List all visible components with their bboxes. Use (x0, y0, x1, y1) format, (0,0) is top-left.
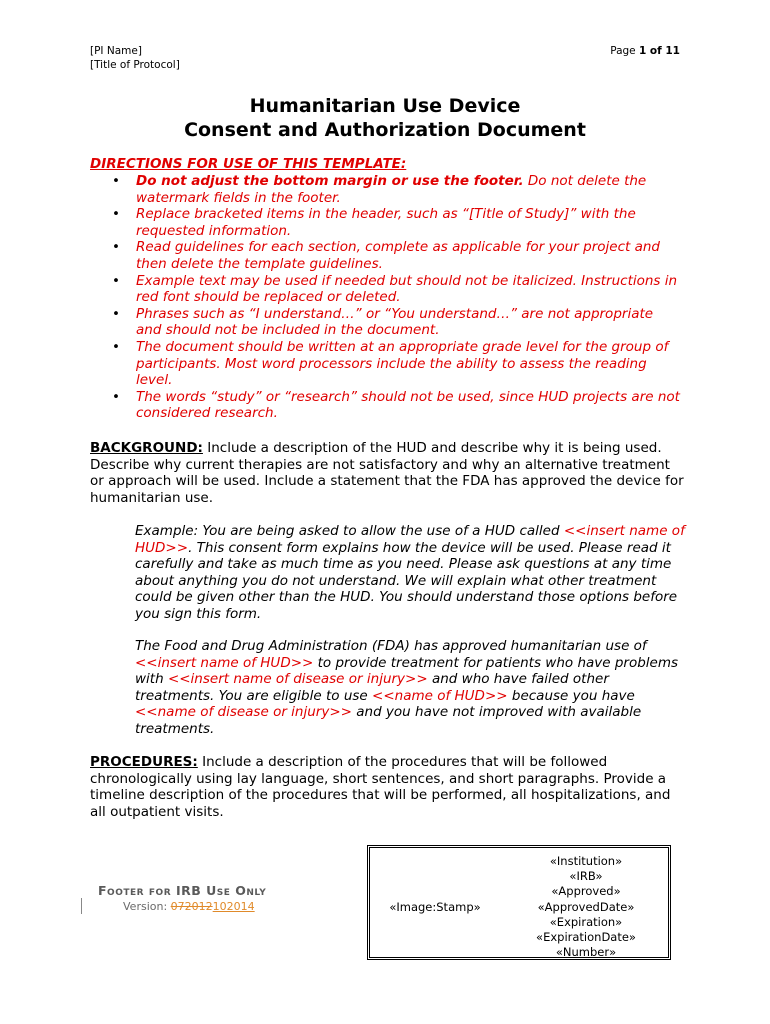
procedures-text: Include a description of the procedures that will be followed chronologically using lay language, short sentences, and short paragraphs. Provide a timeline description of the procedures that will be performed, all hospitalizations, and all outpatient visits. (90, 754, 671, 820)
background-label: BACKGROUND: (90, 440, 203, 456)
revision-bar (81, 898, 82, 914)
directions-item-bold: Do not adjust the bottom margin or use the footer. (136, 173, 524, 189)
example-text: and you have not improved with available treatments. (135, 704, 642, 737)
bullet-icon: • (112, 206, 120, 223)
list-item (90, 173, 680, 206)
version-new: 102014 (212, 900, 255, 913)
placeholder-text: <<insert name of HUD>> (135, 654, 314, 671)
irb-stamp-box (367, 845, 671, 960)
bullet-icon: • (112, 272, 120, 289)
placeholder-text: <<insert name of disease or injury>> (167, 671, 428, 688)
directions-item-text: Example text may be used if needed but should not be italicized. Instructions in red font should be replaced or deleted. (136, 272, 678, 306)
directions-list (90, 173, 680, 422)
list-item (90, 239, 680, 272)
example-text: . This consent form explains how the device will be used. Please read it carefully and take as much time as you need. Please ask questions at any time about anything you do not understand. We will explain what other treatment could be given other than the HUD. You should understand those options before you sign this form. (135, 539, 678, 622)
current-page: 1 (638, 45, 647, 57)
list-item (90, 339, 680, 389)
directions-item-text: Replace bracketed items in the header, such as “[Title of Study]” with the requested information. (136, 206, 636, 239)
stamp-merge-fields (506, 854, 666, 960)
stamp-field-institution: «Institution» (549, 854, 623, 868)
total-pages: 11 (665, 45, 680, 57)
protocol-title: [Title of Protocol] (90, 59, 180, 71)
example-text: Example: You are being asked to allow the use of a HUD called (135, 523, 564, 539)
stamp-field-expiration: «Expiration» (549, 914, 623, 929)
stamp-field-number: «Number» (555, 945, 617, 960)
version-label: Version: (123, 900, 171, 913)
placeholder-text: <<name of HUD>> (372, 687, 508, 704)
list-item (90, 389, 680, 422)
example-paragraph-2 (135, 638, 685, 738)
bullet-icon: • (112, 338, 120, 355)
bullet-icon: • (112, 388, 120, 405)
directions-heading: DIRECTIONS FOR USE OF THIS TEMPLATE: (90, 156, 407, 172)
example-text: The Food and Drug Administration (FDA) has approved humanitarian use of (135, 638, 647, 654)
list-item (90, 273, 680, 306)
page-header-left (90, 44, 180, 72)
list-item (90, 206, 680, 239)
placeholder-text: <<name of disease or injury>> (135, 704, 352, 721)
directions-item-text: The words “study” or “research” should not be used, since HUD projects are not considered research. (136, 388, 680, 422)
title-line-1: Humanitarian Use Device (249, 95, 521, 117)
stamp-field-approved-date: «ApprovedDate» (537, 899, 635, 914)
example-text: because you have (507, 687, 635, 704)
bullet-icon: • (112, 305, 120, 322)
version-old: 072012 (170, 900, 213, 913)
placeholder-text: <<insert name of HUD>> (135, 523, 685, 556)
background-section (90, 440, 685, 506)
footer-label: Footer for IRB Use Only (98, 883, 267, 898)
bullet-icon: • (112, 239, 120, 256)
example-text: to provide treatment for patients who have problems with (135, 654, 679, 688)
directions-item-text: Phrases such as “I understand…” or “You understand…” are not appropriate and should not be included in the document. (136, 305, 654, 339)
stamp-field-expiration-date: «ExpirationDate» (536, 930, 636, 945)
list-item (90, 306, 680, 339)
bullet-icon: • (112, 173, 120, 189)
pi-name: [PI Name] (90, 45, 142, 57)
background-text: Include a description of the HUD and describe why it is being used. Describe why current therapies are not satisfactory and why an alternative treatment or approach will be used. Include a statement that the FDA has approved the device for humanitarian use. (90, 440, 684, 506)
stamp-field-irb: «IRB» (569, 869, 603, 884)
directions-item-text: Do not delete the watermark fields in the footer. (136, 173, 647, 206)
stamp-image-field: «Image:Stamp» (389, 900, 481, 914)
procedures-section (90, 754, 685, 820)
document-title (0, 94, 770, 142)
title-line-2: Consent and Authorization Document (184, 119, 586, 141)
directions-item-text: Read guidelines for each section, complete as applicable for your project and then delete the template guidelines. (136, 239, 660, 272)
stamp-field-approved: «Approved» (551, 884, 621, 899)
page-number (610, 45, 680, 57)
version-line (123, 900, 255, 913)
example-paragraph-1 (135, 523, 685, 623)
page-prefix: Page (610, 45, 639, 57)
directions-item-text: The document should be written at an appropriate grade level for the group of participants. Most word processors include the ability to assess the reading level. (136, 338, 669, 389)
example-text: and who have failed other treatments. You are eligible to use (135, 671, 609, 704)
procedures-label: PROCEDURES: (90, 754, 198, 770)
page-of: of (646, 45, 666, 57)
